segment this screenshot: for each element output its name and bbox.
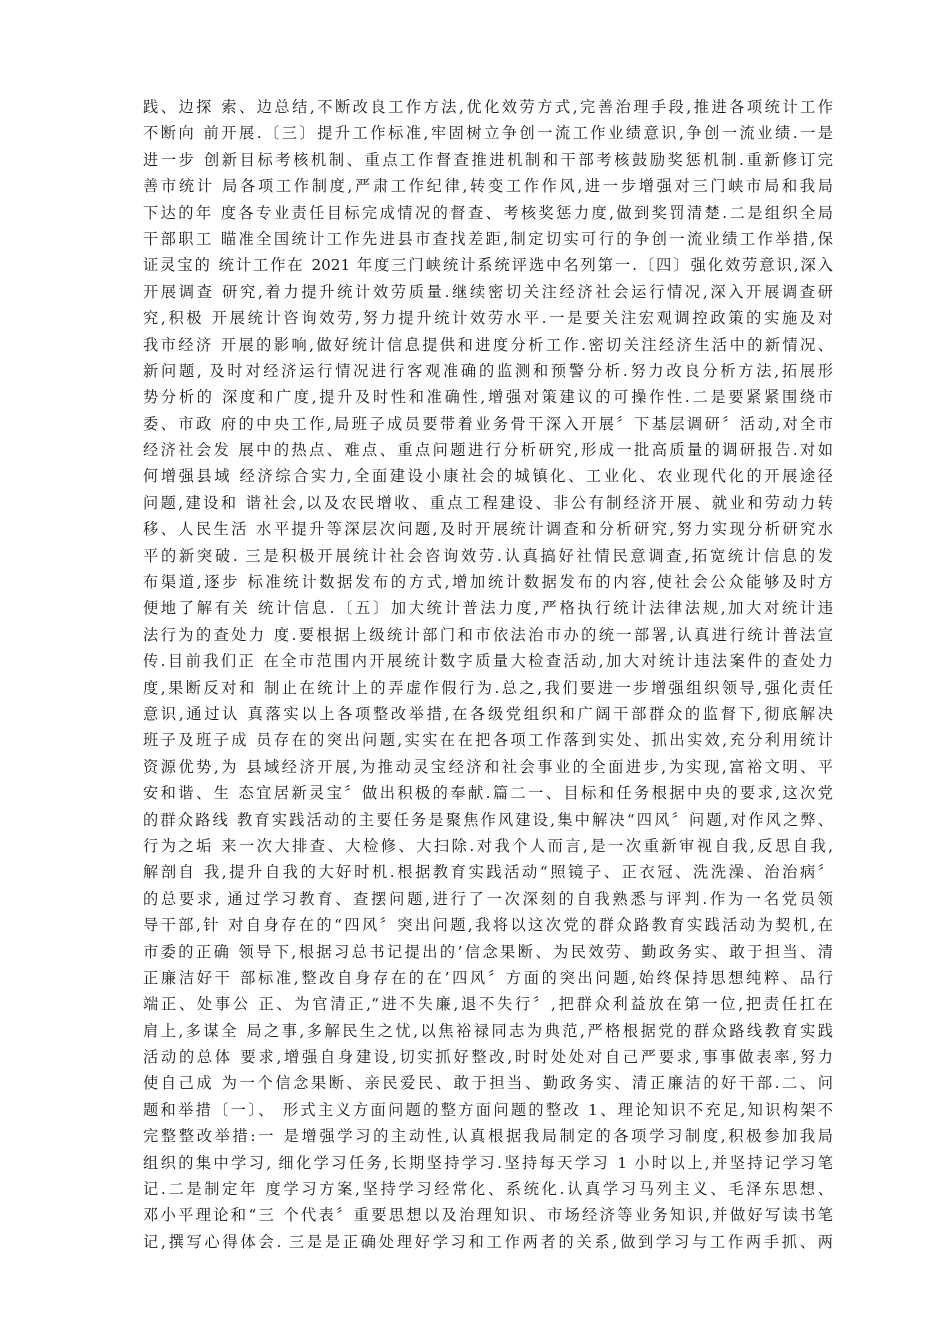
text-line: 班子及班子成 员存在的突出问题,实实在在把各项工作落到实处、抓出实效,充分利用统计 bbox=[143, 731, 833, 750]
text-line: 践、边探 索、边总结,不断改良工作方法,优化效劳方式,完善治理手段,推进各项统计工作 bbox=[143, 98, 833, 116]
text-line: 市委的正确 领导下,根据习总书记提出的’信念果断、为民效劳、勤政务实、敢于担当、清 bbox=[143, 942, 833, 961]
text-line: 的群众路线 教育实践活动的主要任务是聚焦作风建设,集中解决“四风〞问题,对作风之弊、 bbox=[143, 810, 833, 829]
text-line: 意识,通过认 真落实以上各项整改举措,在各级党组织和广阔干部群众的监督下,彻底解决 bbox=[143, 704, 833, 723]
text-line: 完整整改举措:一 是增强学习的主动性,认真根据我局制定的各项学习制度,积极参加我局 bbox=[143, 1127, 833, 1146]
text-line: 证灵宝的 统计工作在 2021 年度三门峡统计系统评选中名列第一.〔四〕强化效劳意识,深入 bbox=[143, 256, 833, 275]
text-line: 何增强县域 经济综合实力,全面建设小康社会的城镇化、工业化、农业现代化的开展途径 bbox=[143, 467, 833, 486]
text-line: 平的新突破. 三是积极开展统计社会咨询效劳.认真搞好社情民意调查,拓宽统计信息的发 bbox=[143, 546, 833, 565]
text-line: 下达的年 度各专业责任目标完成情况的督查、考核奖惩力度,做到奖罚清楚.二是组织全局 bbox=[143, 203, 833, 222]
text-line: 进一步 创新目标考核机制、重点工作督查推进机制和干部考核鼓励奖惩机制.重新修订完 bbox=[143, 150, 833, 169]
text-line: 正廉洁好干 部标准,整改自身存在的在’四风〞方面的突出问题,始终保持思想纯粹、品行 bbox=[143, 968, 833, 987]
text-line: 端正、处事公 正、为官清正,“进不失廉,退不失行〞,把群众利益放在第一位,把责任扛在 bbox=[143, 995, 833, 1014]
text-line: 法行为的查处力 度.要根据上级统计部门和市依法治市办的统一部署,认真进行统计普法宣 bbox=[143, 625, 833, 644]
text-line: 记.二是制定年 度学习方案,坚持学习经常化、系统化.认真学习马列主义、毛泽东思想、 bbox=[143, 1180, 833, 1199]
text-line: 善市统计 局各项工作制度,严肃工作纪律,转变工作作风,进一步增强对三门峡市局和我局 bbox=[143, 177, 833, 196]
text-line: 问题,建设和 谐社会,以及农民增收、重点工程建设、非公有制经济开展、就业和劳动力转 bbox=[143, 493, 833, 512]
text-line: 干部职工 瞄准全国统计工作先进县市查找差距,制定切实可行的争创一流业绩工作举措,保 bbox=[143, 229, 833, 248]
text-line: 使自己成 为一个信念果断、亲民爱民、敢于担当、勤政务实、清正廉洁的好干部.二、问 bbox=[143, 1074, 833, 1093]
text-line: 活动的总体 要求,增强自身建设,切实抓好整改,时时处处对自己严要求,事事做表率,努力 bbox=[143, 1048, 833, 1067]
text-line: 资源优势,为 县域经济开展,为推动灵宝经济和社会事业的全面进步,为实现,富裕文明、平 bbox=[143, 757, 833, 776]
text-line: 开展调查 研究,着力提升统计效劳质量.继续密切关注经济社会运行情况,深入开展调查研 bbox=[143, 282, 833, 301]
text-line: 邓小平理论和“三 个代表〞重要思想以及治理知识、市场经济等业务知识,并做好写读书笔 bbox=[143, 1206, 833, 1225]
text-line: 布渠道,逐步 标准统计数据发布的方式,增加统计数据发布的内容,使社会公众能够及时方 bbox=[143, 573, 833, 592]
document-body bbox=[143, 94, 833, 1255]
text-line: 肩上,多谋全 局之事,多解民生之忧,以焦裕禄同志为典范,严格根据党的群众路线教育实践 bbox=[143, 1021, 833, 1040]
text-line: 新问题, 及时对经济运行情况进行客观准确的监测和预警分析.努力改良分析方法,拓展形 bbox=[143, 361, 833, 380]
text-line: 不断向 前开展.〔三〕提升工作标准,牢固树立争创一流工作业绩意识,争创一流业绩.一是 bbox=[143, 124, 833, 143]
text-line: 便地了解有关 统计信息.〔五〕加大统计普法力度,严格执行统计法律法规,加大对统计违 bbox=[143, 599, 833, 618]
text-line: 解剖自 我,提升自我的大好时机.根据教育实践活动“照镜子、正衣冠、洗洗澡、治治病〞 bbox=[143, 863, 833, 882]
text-line: 安和谐、生 态宜居新灵宝〞做出积极的奉献.篇二一、目标和任务根据中央的要求,这次党 bbox=[143, 784, 833, 803]
text-line: 究,积极 开展统计咨询效劳,努力提升统计效劳水平.一是要关注宏观调控政策的实施及对 bbox=[143, 309, 833, 328]
text-line: 经济社会发 展中的热点、难点、重点问题进行分析研究,形成一批高质量的调研报告.对如 bbox=[143, 441, 833, 460]
text-line: 行为之垢 来一次大排查、大检修、大扫除.对我个人而言,是一次重新审视自我,反思自我, bbox=[143, 836, 833, 855]
text-line: 势分析的 深度和广度,提升及时性和准确性,增强对策建议的可操作性.二是要紧紧围绕市 bbox=[143, 388, 833, 407]
text-line: 移、人民生活 水平提升等深层次问题,及时开展统计调查和分析研究,努力实现分析研究水 bbox=[143, 520, 833, 539]
text-line: 传.目前我们正 在全市范围内开展统计数字质量大检查活动,加大对统计违法案件的查处力 bbox=[143, 652, 833, 671]
text-line: 度,果断反对和 制止在统计上的弄虚作假行为.总之,我们要进一步增强组织领导,强化责任 bbox=[143, 678, 833, 697]
text-line: 题和举措〔一〕、 形式主义方面问题的整方面问题的整改 1、理论知识不充足,知识构架不 bbox=[143, 1100, 833, 1119]
text-line: 组织的集中学习, 细化学习任务,长期坚持学习.坚持每天学习 1 小时以上,并坚持记学习笔 bbox=[143, 1153, 833, 1172]
text-line: 委、市政 府的中央工作,局班子成员要带着业务骨干深入开展〞下基层调研〞活动,对全市 bbox=[143, 414, 833, 433]
text-line: 的总要求, 通过学习教育、查摆问题,进行了一次深刻的自我熟悉与评判.作为一名党员领 bbox=[143, 889, 833, 908]
text-line: 记,撰写心得体会. 三是是正确处理好学习和工作两者的关系,做到学习与工作两手抓、两 bbox=[143, 1232, 833, 1251]
text-line: 导干部,针 对自身存在的“四风〞突出问题,我将以这次党的群众路教育实践活动为契机,在 bbox=[143, 916, 833, 935]
text-line: 我市经济 开展的影响,做好统计信息提供和进度分析工作.密切关注经济生活中的新情况、 bbox=[143, 335, 833, 354]
